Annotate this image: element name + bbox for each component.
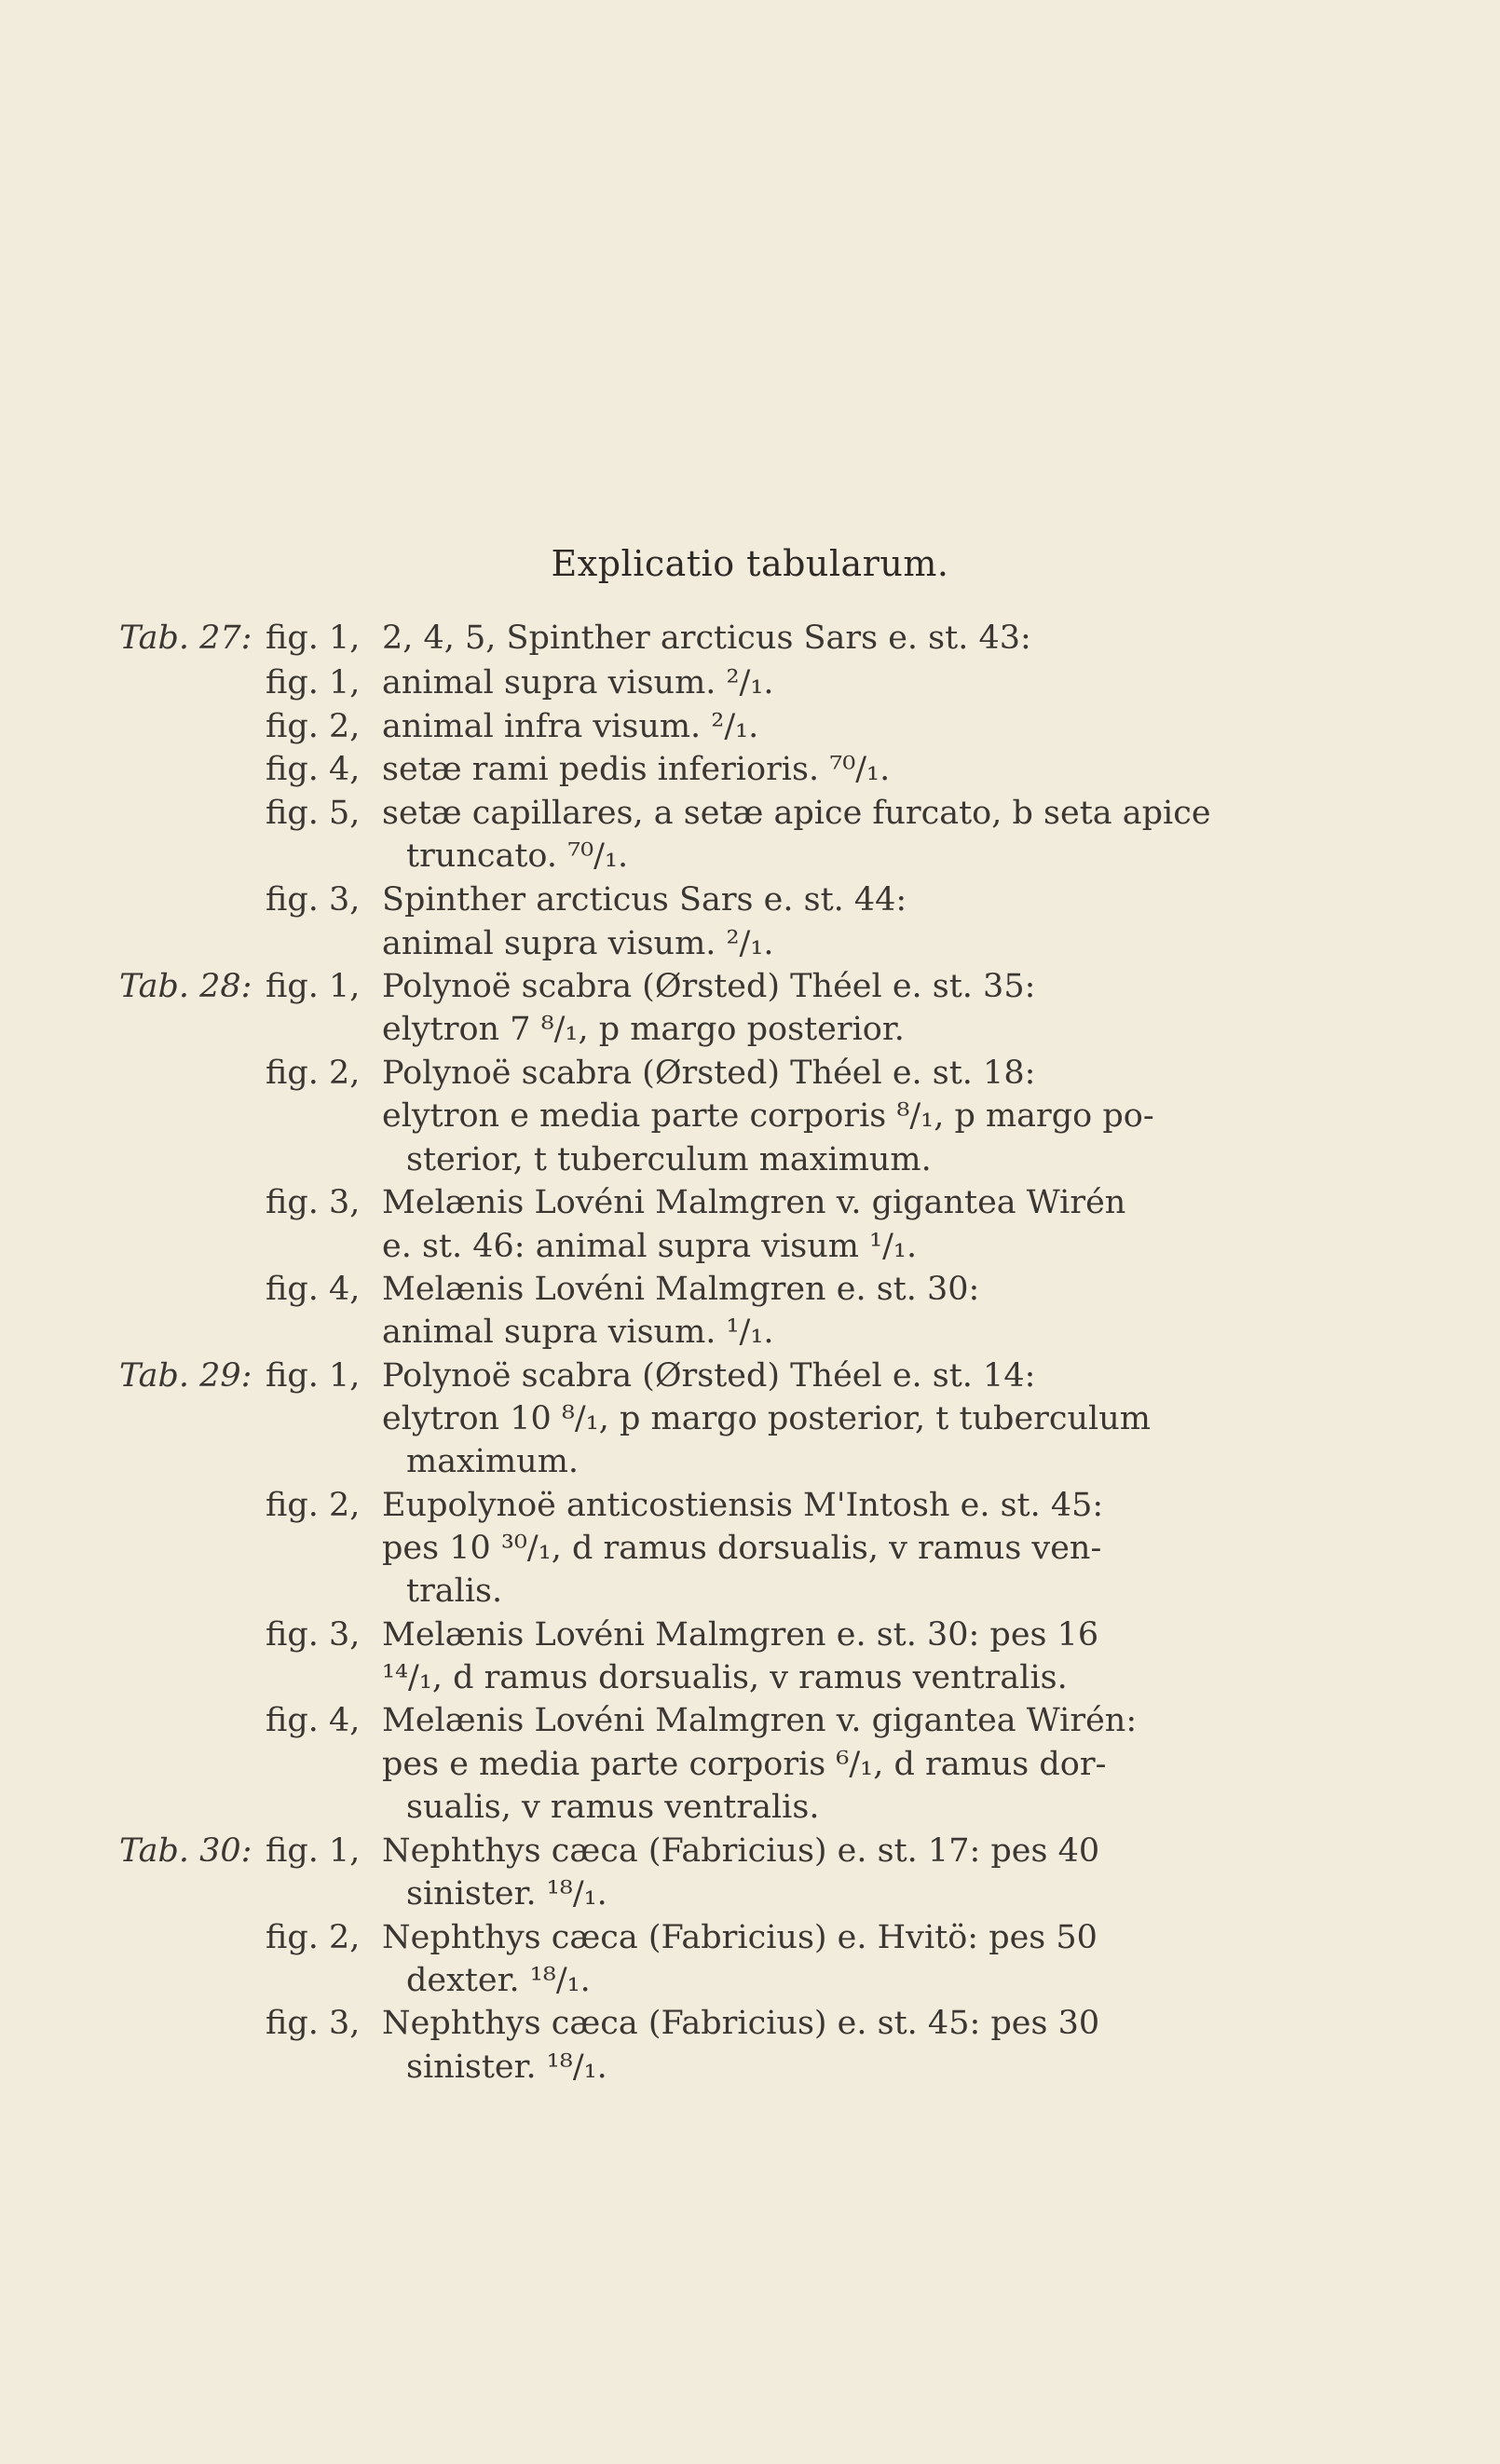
entry-text-line: elytron e media parte corporis ⁸/₁, p margo po- [382,1097,1154,1135]
entry-text-line: Eupolynoë anticostiensis M'Intosh e. st. 45: [382,1487,1104,1524]
entry-text-line: pes 10 ³⁰/₁, d ramus dorsualis, v ramus ven- [382,1530,1102,1567]
figure-label: fig. 2, [266,1919,361,1956]
tab-label: Tab. 28: [119,968,252,1005]
entry-text-line: sinister. ¹⁸/₁. [406,2049,607,2086]
entry-text-line: Spinther arcticus Sars e. st. 44: [382,881,907,919]
entry-text-line: Nephthys cæca (Fabricius) e. st. 45: pes 30 [382,2005,1100,2042]
figure-label: fig. 3, [266,1616,361,1654]
figure-label: fig. 2, [266,1487,361,1524]
entry-text-line: sinister. ¹⁸/₁. [406,1875,607,1913]
entry-text-line: Polynoë scabra (Ørsted) Théel e. st. 14: [382,1357,1036,1395]
entry-text-line: animal supra visum. ¹/₁. [382,1314,774,1351]
entry-text-line: sualis, v ramus ventralis. [406,1789,820,1826]
figure-label: fig. 4, [266,1702,361,1739]
entry-text-line: pes e media parte corporis ⁶/₁, d ramus dor- [382,1746,1107,1783]
entry-text-line: maximum. [406,1443,580,1480]
entry-text-line: animal supra visum. ²/₁. [382,925,774,962]
figure-label: fig. 1, [266,1832,361,1870]
entry-text-line: Polynoë scabra (Ørsted) Théel e. st. 35: [382,968,1036,1005]
entry-text-line: elytron 10 ⁸/₁, p margo posterior, t tuberculum [382,1400,1151,1437]
entry-text-line: Melænis Lovéni Malmgren e. st. 30: pes 16 [382,1616,1099,1654]
entry-text-line: Nephthys cæca (Fabricius) e. st. 17: pes 40 [382,1832,1100,1870]
figure-label: fig. 4, [266,751,361,788]
figure-label: fig. 2, [266,1055,361,1092]
figure-label: fig. 3, [266,2005,361,2042]
figure-label: fig. 1, [266,968,361,1005]
entry-text-line: setæ capillares, a setæ apice furcato, b seta apice [382,795,1211,832]
figure-label: fig. 1, [266,1357,361,1395]
entry-text-line: Nephthys cæca (Fabricius) e. Hvitö: pes 50 [382,1919,1098,1956]
page-title: Explicatio tabularum. [551,543,949,584]
figure-label: fig. 1, [266,664,361,701]
entry-text-line: e. st. 46: animal supra visum ¹/₁. [382,1228,918,1265]
entry-text-line: animal infra visum. ²/₁. [382,708,759,745]
entry-text-line: animal supra visum. ²/₁. [382,664,774,701]
tab-label: Tab. 27: [119,619,252,657]
figure-label: fig. 5, [266,795,361,832]
entry-text-line: tralis. [406,1572,503,1610]
entry-text-line: ¹⁴/₁, d ramus dorsualis, v ramus ventralis. [382,1659,1068,1696]
figure-label: fig. 1, [266,619,361,657]
entry-text-line: setæ rami pedis inferioris. ⁷⁰/₁. [382,751,891,788]
entry-text-line: Melænis Lovéni Malmgren e. st. 30: [382,1271,980,1308]
entry-text-line: elytron 7 ⁸/₁, p margo posterior. [382,1011,905,1048]
figure-label: fig. 3, [266,881,361,919]
tab-label: Tab. 30: [119,1832,252,1870]
entry-text-line: sterior, t tuberculum maximum. [406,1141,932,1178]
figure-label: fig. 3, [266,1184,361,1221]
entry-text-line: truncato. ⁷⁰/₁. [406,837,629,875]
entry-text-line: Melænis Lovéni Malmgren v. gigantea Wirén: [382,1702,1138,1739]
figure-label: fig. 4, [266,1271,361,1308]
figure-label: fig. 2, [266,708,361,745]
tab-label: Tab. 29: [119,1357,252,1395]
entry-text-line: Melænis Lovéni Malmgren v. gigantea Wirén [382,1184,1126,1221]
entry-text-line: dexter. ¹⁸/₁. [406,1962,591,1999]
entry-text-line: Polynoë scabra (Ørsted) Théel e. st. 18: [382,1055,1036,1092]
entry-text-line: 2, 4, 5, Spinther arcticus Sars e. st. 43: [382,619,1031,657]
